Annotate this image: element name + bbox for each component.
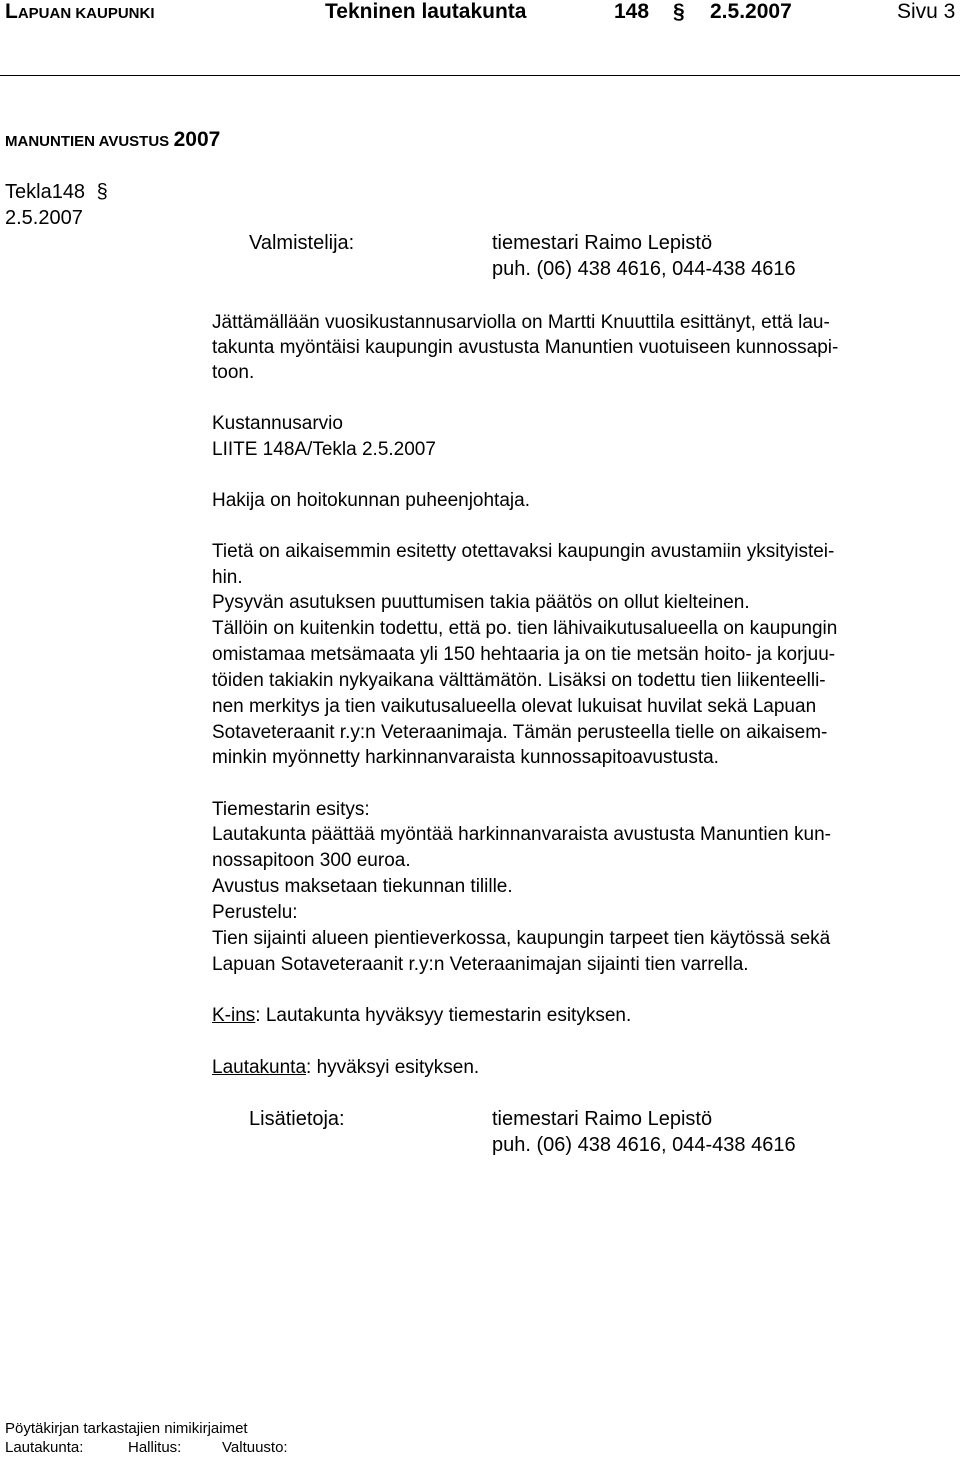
applicant-text: Hakija on hoitokunnan puheenjohtaja. [212, 490, 530, 511]
proposal-heading: Tiemestarin esitys: [212, 799, 370, 820]
footer-hallitus-label: Hallitus: [128, 1439, 182, 1456]
contact-label: Lisätietoja: [249, 1108, 345, 1130]
preparer-name: tiemestari Raimo Lepistö [492, 232, 713, 254]
header-date: 2.5.2007 [710, 0, 792, 23]
decision-line [212, 1055, 479, 1080]
title-caps: MANUNTIEN AVUSTUS [5, 133, 170, 150]
header-number: 148 [614, 0, 650, 23]
body-text-line: Sotaveteraanit r.y:n Veteraanimaja. Tämän perusteella tielle on aikaisem- [212, 722, 828, 743]
header-section-sign: § [673, 0, 685, 23]
body-text-line: Tietä on aikaisemmin esitetty otettavaksi kaupungin avustamiin yksityistei- [212, 541, 835, 562]
proposal-line: Avustus maksetaan tiekunnan tilille. [212, 876, 513, 897]
attachment-title: Kustannusarvio [212, 413, 343, 434]
body-text-line: minkin myönnetty harkinnanvaraista kunnossapitoavustusta. [212, 747, 719, 768]
body-text-line: nen merkitys ja tien vaikutusalueella olevat lukuisat huvilat sekä Lapuan [212, 696, 817, 717]
header-page: Sivu 3 [897, 0, 956, 23]
body-text-line: takunta myöntäisi kaupungin avustusta Manuntien vuotuiseen kunnossapi- [212, 337, 839, 358]
body-text-line: hin. [212, 567, 243, 588]
contact-name: tiemestari Raimo Lepistö [492, 1108, 713, 1130]
footer-valtuusto-label: Valtuusto: [222, 1439, 288, 1456]
proposal-line: Lautakunta päättää myöntää harkinnanvaraista avustusta Manuntien kun- [212, 824, 831, 845]
proposal-line: nossapitoon 300 euroa. [212, 850, 411, 871]
decision-label: Lautakunta [212, 1057, 307, 1078]
header-rule [0, 75, 960, 76]
body-text-line: Tällöin on kuitenkin todettu, että po. tien lähivaikutusalueella on kaupungin [212, 618, 838, 639]
reference-line-1 [5, 180, 108, 205]
body-text-line: omistamaa metsämaata yli 150 hehtaaria ja on tie metsän hoito- ja korjuu- [212, 644, 836, 665]
preparer-phone: puh. (06) 438 4616, 044-438 4616 [492, 258, 796, 280]
header-organization [5, 0, 155, 26]
justification-heading: Perustelu: [212, 902, 298, 923]
footer-lautakunta-label: Lautakunta: [5, 1439, 84, 1456]
contact-phone: puh. (06) 438 4616, 044-438 4616 [492, 1134, 796, 1156]
org-name-rest: APUAN KAUPUNKI [17, 5, 155, 22]
kins-text: : Lautakunta hyväksyy tiemestarin esityksen. [255, 1005, 632, 1026]
attachment-reference: LIITE 148A/Tekla 2.5.2007 [212, 439, 436, 460]
header-board: Tekninen lautakunta [325, 0, 527, 23]
body-text-line: toon. [212, 362, 255, 383]
decision-text: : hyväksyi esityksen. [306, 1057, 480, 1078]
footer-initials-label: Pöytäkirjan tarkastajien nimikirjaimet [5, 1420, 248, 1437]
reference-section-sign: § [96, 181, 108, 203]
kins-label: K-ins [212, 1005, 256, 1026]
page-title [5, 127, 220, 155]
preparer-label: Valmistelija: [249, 232, 355, 254]
justification-line: Lapuan Sotaveteraanit r.y:n Veteraanimajan sijainti tien varrella. [212, 954, 749, 975]
body-text-line: töiden takiakin nykyaikana välttämätön. Lisäksi on todettu tien liikenteelli- [212, 670, 826, 691]
title-year: 2007 [173, 128, 221, 151]
body-text-line: Jättämällään vuosikustannusarviolla on Martti Knuuttila esittänyt, että lau- [212, 312, 830, 333]
body-text-line: Pysyvän asutuksen puuttumisen takia päätös on ollut kielteinen. [212, 592, 750, 613]
org-initial: L [5, 0, 18, 23]
kins-line [212, 1003, 631, 1028]
justification-line: Tien sijainti alueen pientieverkossa, kaupungin tarpeet tien käytössä sekä [212, 928, 831, 949]
reference-tekla: Tekla148 [5, 181, 86, 203]
reference-line-2: 2.5.2007 [5, 207, 83, 229]
